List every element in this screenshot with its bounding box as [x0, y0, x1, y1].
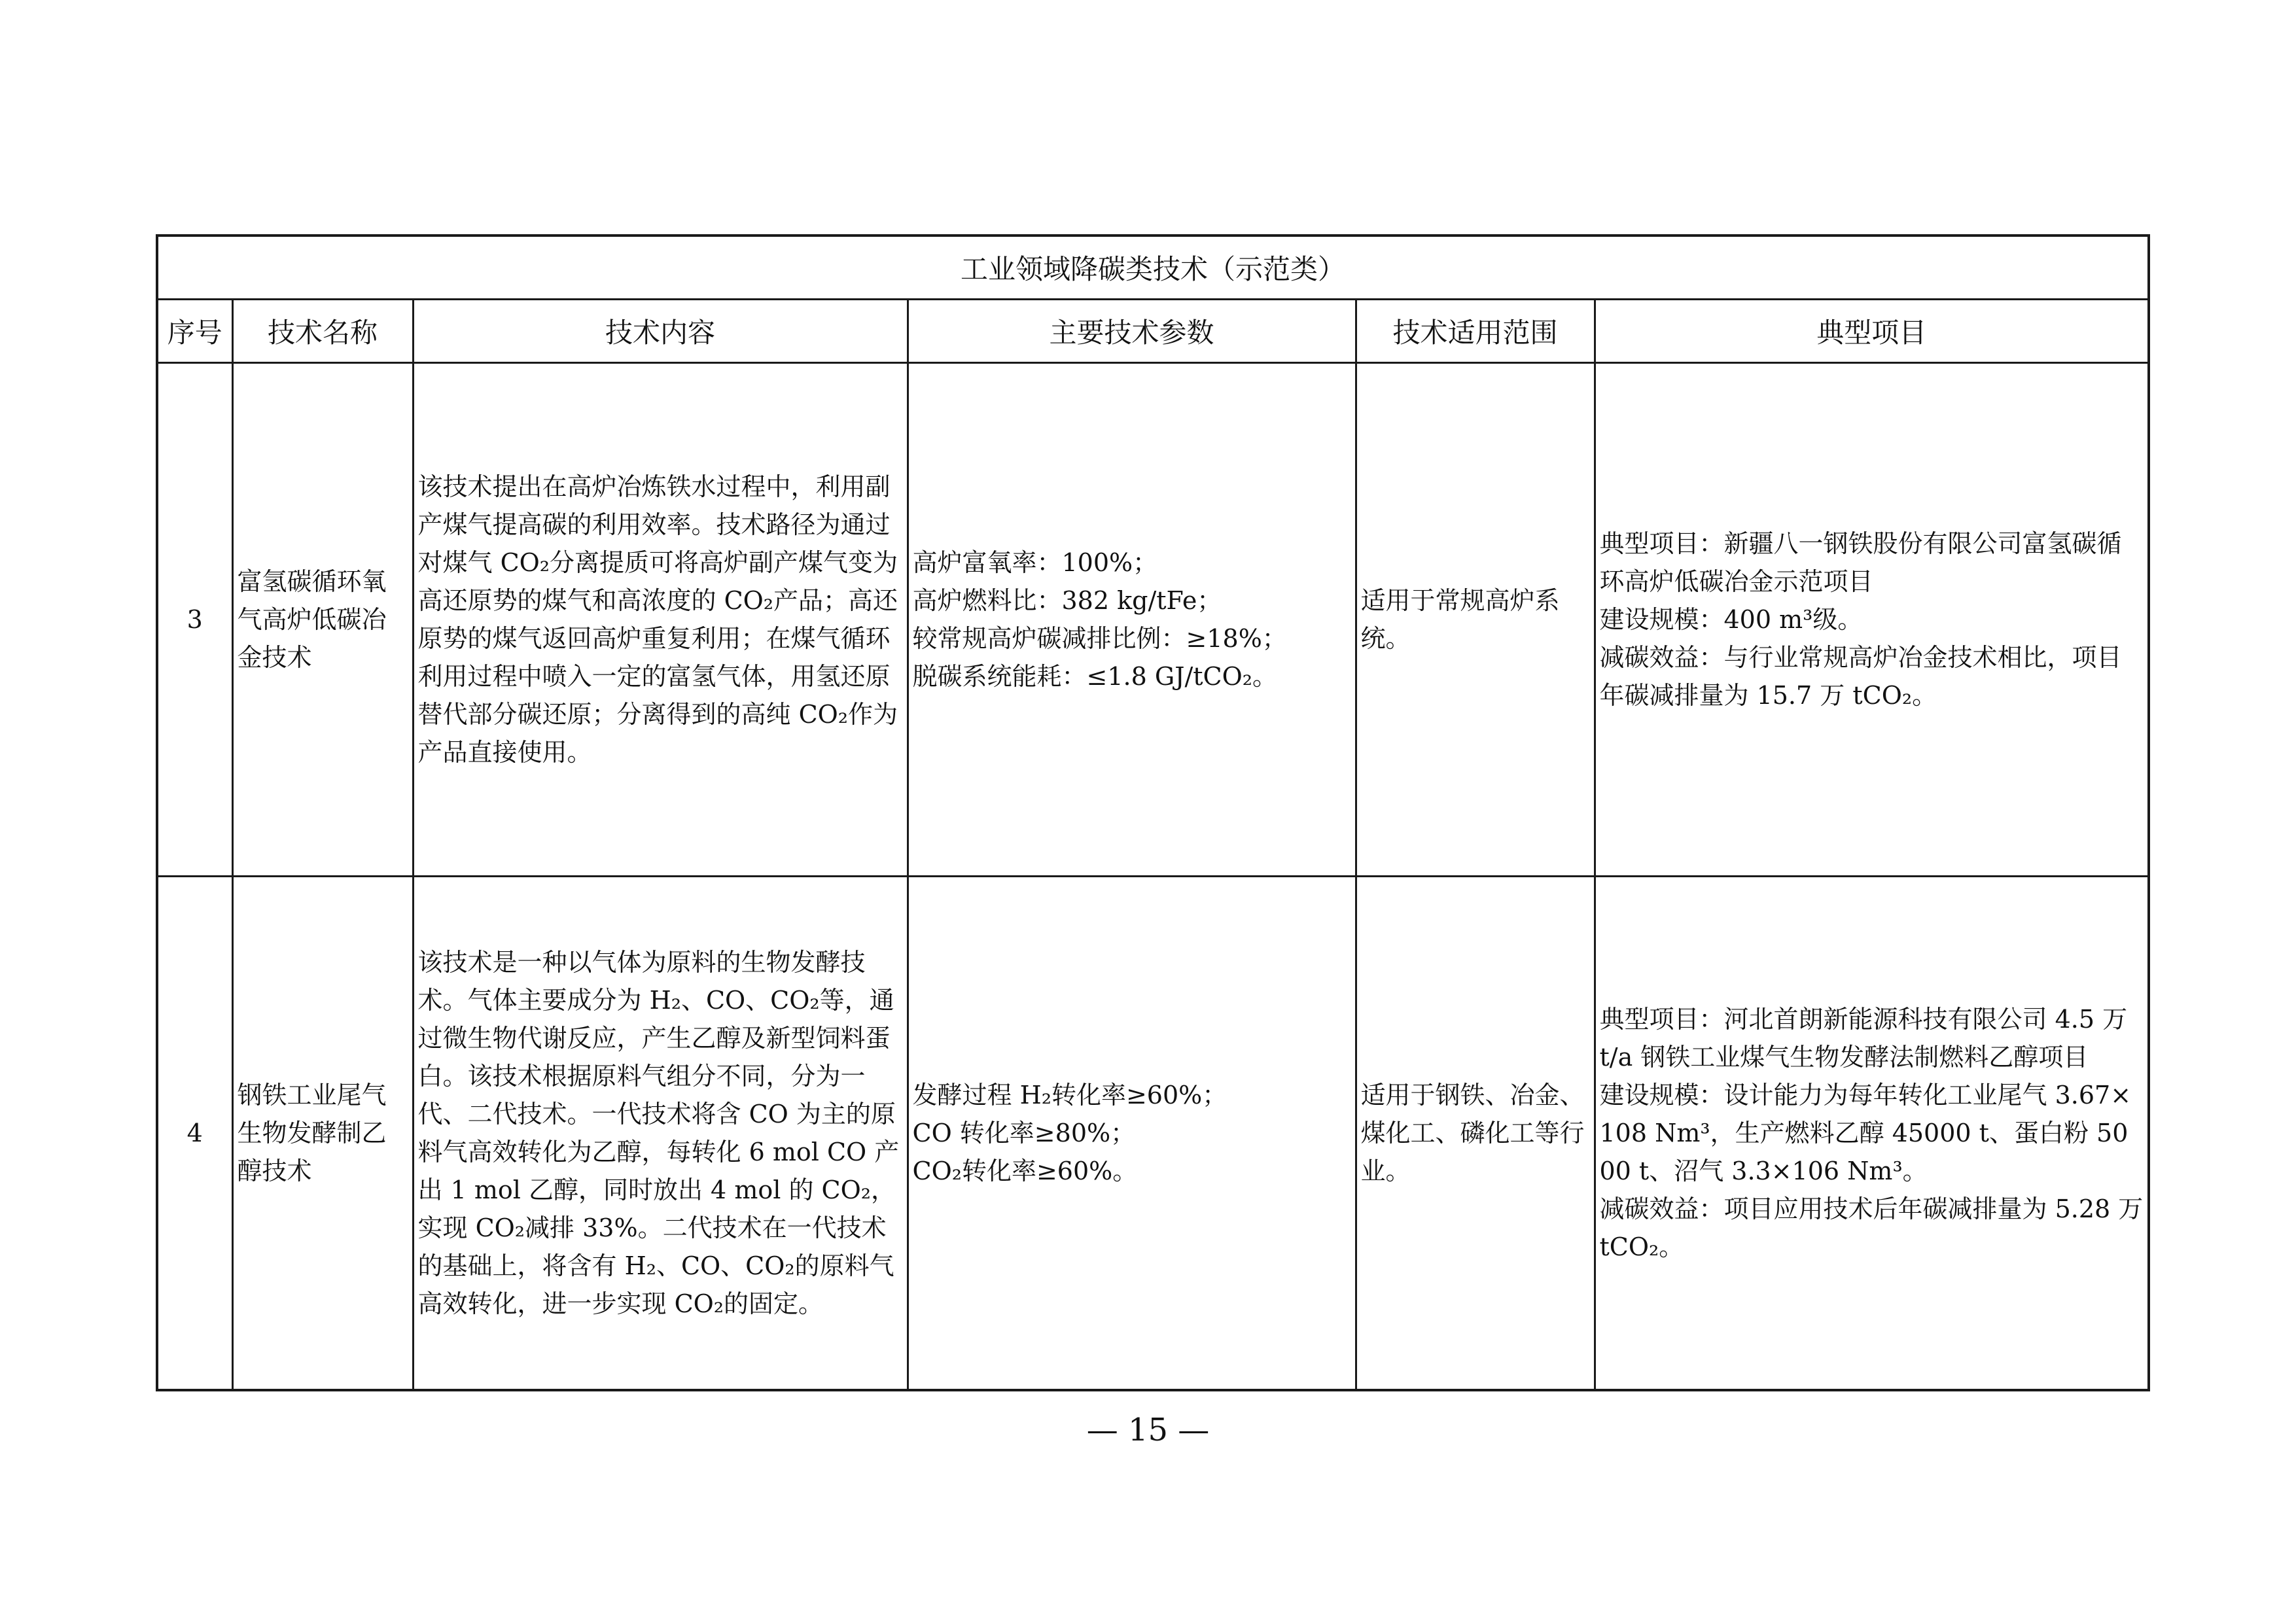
header-name: 技术名称: [232, 299, 413, 362]
table-title: 工业领域降碳类技术（示范类）: [157, 236, 2149, 299]
tech-scope: 适用于常规高炉系统。: [1356, 362, 1595, 876]
header-params: 主要技术参数: [908, 299, 1356, 362]
row-number: 4: [157, 876, 232, 1390]
tech-scope: 适用于钢铁、冶金、煤化工、磷化工等行业。: [1356, 876, 1595, 1390]
table-row: [157, 362, 2149, 876]
typical-project: 典型项目：河北首朗新能源科技有限公司 4.5 万 t/a 钢铁工业煤气生物发酵法制燃料乙醇项目 建设规模：设计能力为每年转化工业尾气 3.67×108 Nm³，生产燃料乙醇 45000 t、蛋白粉 5000 t、沼气 3.3×106 Nm³。 减碳效益：项目应用技术后年碳减排量为 5.28 万 tCO₂。: [1595, 876, 2149, 1390]
row-number: 3: [157, 362, 232, 876]
tech-name: 钢铁工业尾气生物发酵制乙醇技术: [232, 876, 413, 1390]
table-header-row: [157, 299, 2149, 362]
header-project: 典型项目: [1595, 299, 2149, 362]
header-num: 序号: [157, 299, 232, 362]
header-scope: 技术适用范围: [1356, 299, 1595, 362]
tech-content: 该技术是一种以气体为原料的生物发酵技术。气体主要成分为 H₂、CO、CO₂等，通过微生物代谢反应，产生乙醇及新型饲料蛋白。该技术根据原料气组分不同，分为一代、二代技术。一代技术将含 CO 为主的原料气高效转化为乙醇，每转化 6 mol CO 产出 1 mol 乙醇，同时放出 4 mol 的 CO₂，实现 CO₂减排 33%。二代技术在一代技术的基础上，将含有 H₂、CO、CO₂的原料气高效转化，进一步实现 CO₂的固定。: [413, 876, 908, 1390]
tech-content: 该技术提出在高炉冶炼铁水过程中，利用副产煤气提高碳的利用效率。技术路径为通过对煤气 CO₂分离提质可将高炉副产煤气变为高还原势的煤气和高浓度的 CO₂产品；高还原势的煤气返回高炉重复利用；在煤气循环利用过程中喷入一定的富氢气体，用氢还原替代部分碳还原；分离得到的高纯 CO₂作为产品直接使用。: [413, 362, 908, 876]
tech-name: 富氢碳循环氧气高炉低碳冶金技术: [232, 362, 413, 876]
technology-table: [156, 234, 2150, 1391]
table-row: [157, 876, 2149, 1390]
typical-project: 典型项目：新疆八一钢铁股份有限公司富氢碳循环高炉低碳冶金示范项目 建设规模：400 m³级。 减碳效益：与行业常规高炉冶金技术相比，项目年碳减排量为 15.7 万 tCO₂。: [1595, 362, 2149, 876]
tech-params: 发酵过程 H₂转化率≥60%； CO 转化率≥80%； CO₂转化率≥60%。: [908, 876, 1356, 1390]
header-content: 技术内容: [413, 299, 908, 362]
tech-params: 高炉富氧率：100%； 高炉燃料比：382 kg/tFe； 较常规高炉碳减排比例：≥18%； 脱碳系统能耗：≤1.8 GJ/tCO₂。: [908, 362, 1356, 876]
page-number: — 15 —: [1086, 1412, 1210, 1448]
